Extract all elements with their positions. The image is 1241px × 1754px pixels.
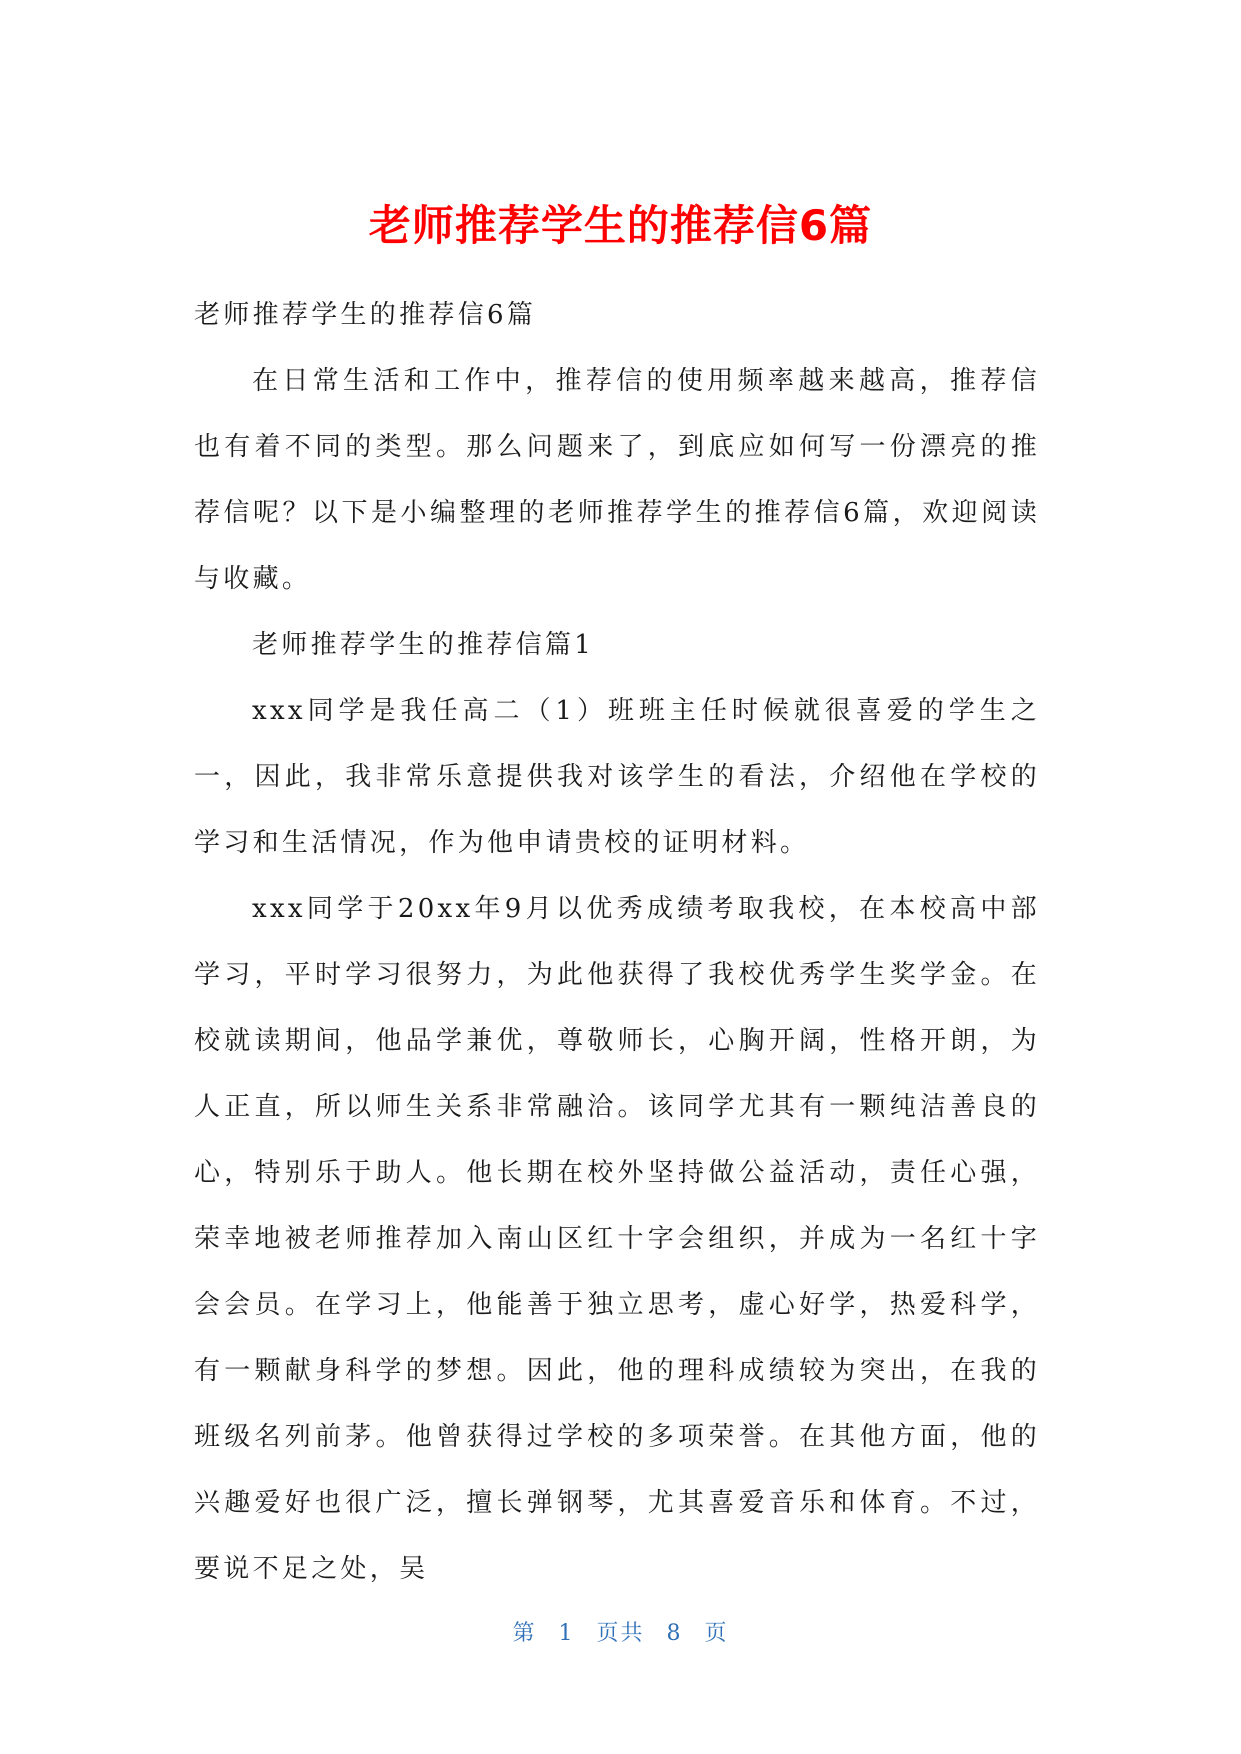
page-footer <box>0 1616 1241 1647</box>
footer-prefix: 第 <box>512 1621 537 1646</box>
document-title: 老师推荐学生的推荐信6篇 <box>368 201 873 250</box>
document-body <box>194 282 1040 1602</box>
footer-middle: 页共 <box>596 1621 645 1646</box>
paragraph-body-1: xxx同学是我任高二（1）班班主任时候就很喜爱的学生之一，因此，我非常乐意提供我对该学生的看法，介绍他在学校的学习和生活情况，作为他申请贵校的证明材料。 <box>194 696 1040 858</box>
paragraph-body-2: xxx同学于20xx年9月以优秀成绩考取我校，在本校高中部学习，平时学习很努力，为此他获得了我校优秀学生奖学金。在校就读期间，他品学兼优，尊敬师长，心胸开阔，性格开朗，为人正直，所以师生关系非常融洽。该同学尤其有一颗纯洁善良的心，特别乐于助人。他长期在校外坚持做公益活动，责任心强，荣幸地被老师推荐加入南山区红十字会组织，并成为一名红十字会会员。在学习上，他能善于独立思考，虚心好学，热爱科学，有一颗献身科学的梦想。因此，他的理科成绩较为突出，在我的班级名列前茅。他曾获得过学校的多项荣誉。在其他方面，他的兴趣爱好也很广泛，擅长弹钢琴，尤其喜爱音乐和体育。不过，要说不足之处，吴 <box>194 894 1040 1584</box>
paragraph-intro: 在日常生活和工作中，推荐信的使用频率越来越高，推荐信也有着不同的类型。那么问题来了，到底应如何写一份漂亮的推荐信呢？以下是小编整理的老师推荐学生的推荐信6篇，欢迎阅读与收藏。 <box>194 366 1040 594</box>
footer-current-page: 1 <box>558 1621 575 1646</box>
footer-suffix: 页 <box>704 1621 729 1646</box>
paragraph-section-heading: 老师推荐学生的推荐信篇1 <box>252 630 595 660</box>
paragraph-subtitle: 老师推荐学生的推荐信6篇 <box>194 300 537 330</box>
footer-total-pages: 8 <box>666 1621 683 1646</box>
